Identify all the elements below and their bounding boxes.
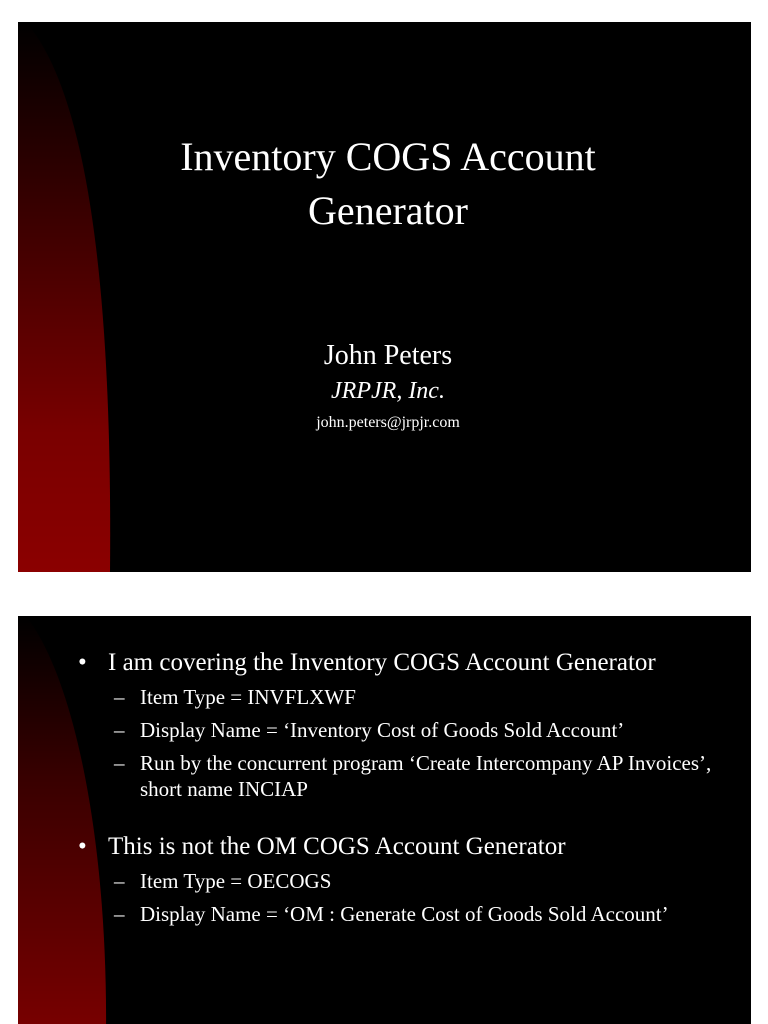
author-name: John Peters — [323, 340, 453, 371]
red-swoosh-decoration — [18, 22, 138, 572]
bullet-slide — [18, 616, 751, 1024]
sub-bullet-item: – Item Type = INVFLXWF — [108, 684, 718, 710]
sub-bullet-item: – Display Name = ‘OM : Generate Cost of Goods Sold Account’ — [108, 901, 718, 927]
sub-bullet-list — [108, 684, 718, 802]
bullet-text: I am covering the Inventory COGS Account Generator — [108, 649, 656, 676]
presenter-block — [108, 338, 668, 438]
sub-bullet-item: – Run by the concurrent program ‘Create Intercompany AP Invoices’, short name INCIAP — [108, 750, 718, 802]
sub-bullet-item: – Display Name = ‘Inventory Cost of Goods Sold Account’ — [108, 717, 718, 743]
slide-title: Inventory COGS Account Generator — [180, 134, 596, 233]
title-slide — [18, 22, 751, 572]
bullet-list — [78, 648, 718, 934]
sub-bullet-item: – Item Type = OECOGS — [108, 868, 718, 894]
bullet-text: This is not the OM COGS Account Generator — [108, 833, 566, 860]
sub-bullet-list — [108, 868, 718, 927]
author-email: john.peters@jrpjr.com — [316, 414, 460, 431]
bullet-item — [78, 648, 718, 802]
bullet-item — [78, 832, 718, 927]
company-name: JRPJR, Inc. — [331, 378, 445, 404]
